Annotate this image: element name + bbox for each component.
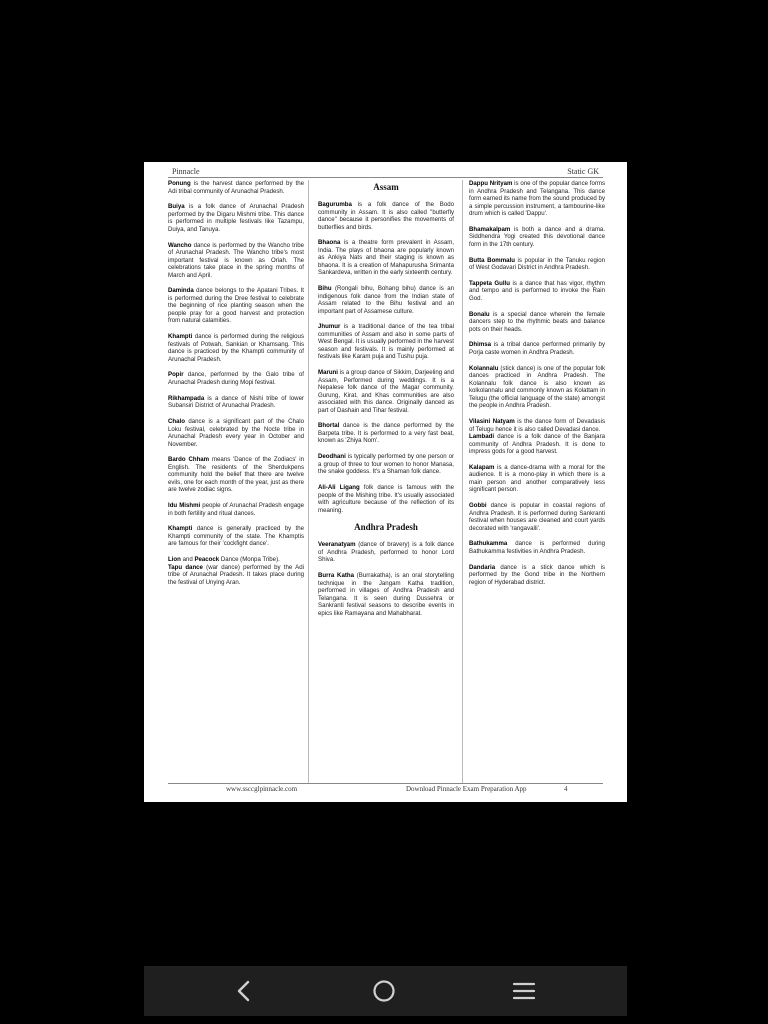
- dance-name: Idu Mishmi: [168, 502, 201, 510]
- dance-name: Jhumur: [318, 323, 341, 331]
- column-2: [318, 180, 454, 783]
- dance-entry: Bagurumba is a folk dance of the Bodo community in Assam. It is also called "butterfly dance" because it personifies the movements of butterflies and birds.: [318, 201, 454, 231]
- dance-name: Bihu: [318, 285, 332, 293]
- dance-entry: Deodhani is typically performed by one person or a group of three to four women to honor Manasa, the snake goddess. It's a Shaman folk dance.: [318, 453, 454, 476]
- back-icon[interactable]: [230, 977, 258, 1005]
- dance-entry: Jhumur is a traditional dance of the tea tribal communities of Assam and also in some parts of West Bengal. It is usually performed in the harvest season and festivals. It is mainly performed at festivals like Karam puja and Tushu puja.: [318, 323, 454, 361]
- dance-entry: Lambadi dance is a folk dance of the Banjara community of Andhra Pradesh. It is done to impress gods for a good harvest.: [469, 433, 605, 456]
- dance-name: Khampti: [168, 333, 193, 341]
- dance-name: Vilasini Natyam: [469, 418, 515, 426]
- dance-entry: Lion and Peacock Dance (Monpa Tribe).: [168, 556, 280, 564]
- section-heading-andhra-pradesh: Andhra Pradesh: [354, 522, 418, 533]
- footer-website: www.ssccglpinnacle.com: [226, 785, 298, 793]
- home-icon[interactable]: [370, 977, 398, 1005]
- footer-download-text: Download Pinnacle Exam Preparation App: [406, 785, 527, 793]
- dance-entry: Chalo dance is a significant part of the Chalo Loku festival, celebrated by the Nocte tribe in Arunachal Pradesh every year in October and November.: [168, 418, 304, 448]
- dance-name: Dandaria: [469, 563, 496, 571]
- page-footer: [144, 785, 627, 795]
- dance-name: Burra Katha: [318, 572, 354, 580]
- dance-entry: Dandaria dance is a stick dance which is performed by the Gond tribe in the Northern region of Hyderabad district.: [469, 563, 605, 586]
- dance-name: Lambadi: [469, 433, 495, 441]
- dance-entry: Popir dance, performed by the Galo tribe of Arunachal Pradesh during Mopi festival.: [168, 371, 304, 386]
- dance-name: Kalapam: [469, 463, 495, 471]
- dance-name: Daminda: [168, 287, 194, 295]
- dance-name: Deodhani: [318, 453, 346, 461]
- dance-name: Peacock: [194, 556, 220, 564]
- dance-name: Bhamakalpam: [469, 225, 511, 233]
- dance-entry: Burra Katha (Burrakatha), is an oral storytelling technique in the Jangam Katha tradition, performed in villages of Andhra Pradesh and Telangana. It is seen during Dussehra or Sankranti festival seasons to describe events in epics like Ramayana and Mahabharat.: [318, 572, 454, 617]
- page-number: 4: [564, 785, 568, 793]
- dance-name: Bhaona: [318, 239, 341, 247]
- dance-entry: Vilasini Natyam is the dance form of Devadasis of Telugu hence it is also called Devadasi dance.: [469, 418, 605, 433]
- dance-entry: Bathukamma dance is performed during Bathukamma festivities in Andhra Pradesh.: [469, 540, 605, 555]
- dance-name: Maruni: [318, 369, 338, 377]
- assam-entries: [318, 201, 454, 514]
- dance-entry: Dhimsa is a tribal dance performed primarily by Porja caste women in Andhra Pradesh.: [469, 341, 605, 356]
- dance-name: Veeranatyam: [318, 541, 356, 549]
- column-divider: [308, 180, 309, 783]
- dance-entry: Wancho dance is performed by the Wancho tribe of Arunachal Pradesh. The Wancho tribe's most important festival is known as Oriah. The celebrations take place in the spring months of March and April.: [168, 241, 304, 279]
- dance-name: Ponung: [168, 180, 191, 187]
- section-heading-assam: Assam: [373, 182, 399, 192]
- dance-entry: Dappu Nrityam is one of the popular dance forms in Andhra Pradesh and Telangana. This dance form earned its name from the sound produced by a simple percussion instrument, a tambourine-like drum which is called 'Dappu'.: [469, 180, 605, 217]
- menu-icon[interactable]: [510, 977, 538, 1005]
- dance-entry: Khampti dance is generally practiced by the Khampti community of the state. The Khamptis are famous for their 'cockfight dance'.: [168, 525, 304, 548]
- android-nav-bar: [144, 966, 627, 1016]
- dance-entry: Maruni is a group dance of Sikkim, Darjeeling and Assam, Performed during weddings. It is a Nepalese folk dance of the Magar community. Gurung, Kirat, and Khas communities are also associated with this dance. Originally danced as part of Dashain and Tihar festival.: [318, 369, 454, 414]
- dance-name: Gobbi: [469, 502, 487, 510]
- dance-entry: Ali-Ali Ligang folk dance is famous with the people of the Mishing tribe. It's usually associated with agriculture because of the reflection of its meaning.: [318, 484, 454, 514]
- header-rule: [168, 177, 603, 178]
- document-page: [144, 162, 627, 802]
- dance-name: Tappeta Gullu: [469, 279, 510, 287]
- dance-name: Dhimsa: [469, 341, 492, 349]
- dance-entry: Bhaona is a theatre form prevalent in Assam, India. The plays of bhaona are popularly known as Ankiya Nats and their staging is known as bhaona. It is a creation of Mahapurusha Srimanta Sankardeva, written in the early sixteenth century.: [318, 239, 454, 277]
- dance-name: Bardo Chham: [168, 456, 210, 464]
- header-subject: Static GK: [567, 167, 599, 176]
- dance-entry: Kolannalu (stick dance) is one of the popular folk dances practiced in Andhra Pradesh. The Kolannalu folk dance is also known as kolkolannalu and commonly known as Kolattam in Telugu (the official language of the state) amongst the people in Andhra Pradesh.: [469, 364, 605, 410]
- dance-name: Bathukamma: [469, 540, 508, 548]
- dance-name: Buiya: [168, 203, 185, 211]
- dance-entry: Bihu (Rongali bihu, Bohang bihu) dance is an indigenous folk dance from the Indian state of Assam related to the Bihu festival and an important part of Assamese culture.: [318, 285, 454, 315]
- dance-entry: Bhamakalpam is both a dance and a drama. Siddhendra Yogi created this devotional dance form in the 17th century.: [469, 225, 605, 248]
- dance-name: Bhortal: [318, 422, 340, 430]
- dance-name: Dappu Nrityam: [469, 180, 513, 187]
- dance-entry: Tapu dance (war dance) performed by the Adi tribe of Arunachal Pradesh. It takes place during the festival of Unying Aran.: [168, 563, 304, 586]
- dance-name: Lion: [168, 556, 181, 564]
- dance-name: Wancho: [168, 241, 192, 249]
- dance-name: Popir: [168, 371, 184, 379]
- dance-entry: Kalapam is a dance-drama with a moral for the audience. It is a mono-play in which there is a main person and another comparatively less significant person.: [469, 463, 605, 494]
- dance-name: Tapu dance: [168, 563, 203, 571]
- dance-entry: Butta Bommalu is popular in the Tanuku region of West Godavari District in Andhra Pradesh.: [469, 256, 605, 272]
- dance-name: Kolannalu: [469, 364, 499, 372]
- dance-entry: Tappeta Gullu is a dance that has vigor, rhythm and tempo and is performed to invoke the Rain God.: [469, 279, 605, 302]
- dance-name: Ali-Ali Ligang: [318, 484, 360, 492]
- dance-entry: Daminda dance belongs to the Apatani Tribes. It is performed during the Dree festival to celebrate the beginning of rice planting season when the people pray for a good harvest and protection from natural calamities.: [168, 287, 304, 325]
- column-divider: [462, 180, 463, 783]
- dance-entry: Rikhampada is a dance of Nishi tribe of lower Subansiri District of Arunachal Pradesh.: [168, 394, 304, 410]
- column-3: [469, 180, 605, 783]
- dance-name: Bagurumba: [318, 201, 352, 208]
- dance-name: Chalo: [168, 418, 185, 426]
- dance-entry: Veeranatyam (dance of bravery) is a folk dance of Andhra Pradesh, performed to honor Lord Shiva.: [318, 541, 454, 564]
- footer-rule: [168, 783, 603, 784]
- dance-entry: Bardo Chham means 'Dance of the Zodiacs' in English. The residents of the Sherdukpens community hold the belief that there are twelve evils, one for each month of the year, just as there are twelve zodiac signs.: [168, 456, 304, 494]
- andhra-pradesh-entries: [318, 541, 454, 617]
- dance-entry: Bonalu is a special dance wherein the female dancers step to the rhythmic beats and balance pots on their heads.: [469, 310, 605, 333]
- dance-entry: Gobbi dance is popular in coastal regions of Andhra Pradesh. It is performed during Sankranti festival when houses are cleaned and court yards decorated with 'rangavalli'.: [469, 502, 605, 532]
- column-1: [168, 180, 304, 783]
- dance-name: Butta Bommalu: [469, 256, 515, 264]
- header-brand: Pinnacle: [172, 167, 200, 176]
- dance-entry: Buiya is a folk dance of Arunachal Pradesh performed by the Digaru Mishmi tribe. This dance is performed in multiple festivals like Tazampu, Duiya, and Tanuya.: [168, 203, 304, 233]
- dance-entry: Bhortal dance is the dance performed by the Barpeta tribe. It is performed to a very fast beat, known as 'Zhiya Nom'.: [318, 422, 454, 445]
- dance-entry: Ponung is the harvest dance performed by the Adi tribal community of Arunachal Pradesh.: [168, 180, 304, 195]
- dance-name: Rikhampada: [168, 394, 205, 402]
- dance-entry: Idu Mishmi people of Arunachal Pradesh engage in both fertility and ritual dances.: [168, 502, 304, 517]
- dance-entry: Khampti dance is performed during the religious festivals of Potwah, Sankian or Khamsang. This dance is practiced by the Khampti community of Arunachal Pradesh.: [168, 333, 304, 363]
- dance-name: Bonalu: [469, 310, 490, 318]
- dance-name: Khampti: [168, 525, 193, 533]
